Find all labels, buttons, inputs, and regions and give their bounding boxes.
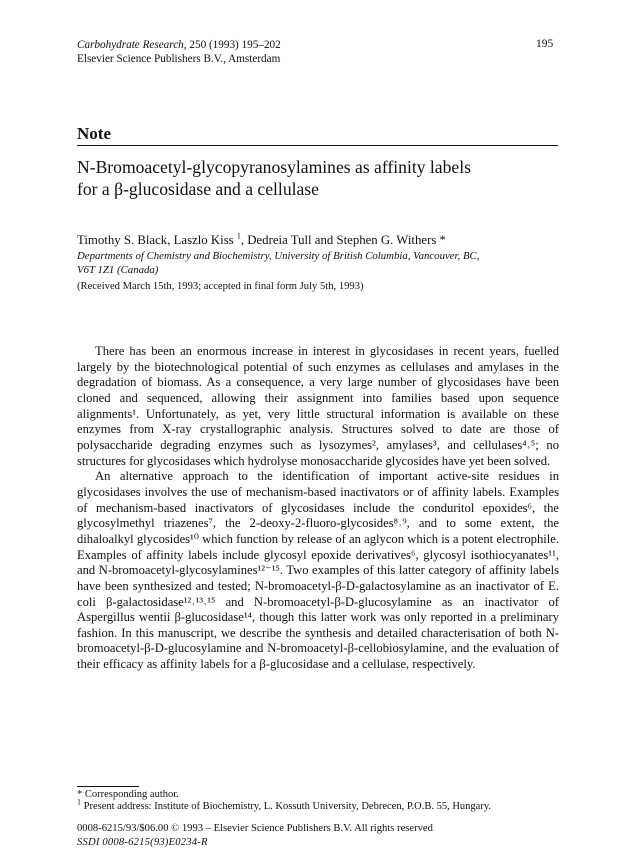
footnote-present-address (77, 797, 559, 813)
received-dates: (Received March 15th, 1993; accepted in final form July 5th, 1993) (77, 281, 364, 292)
article-body (77, 344, 559, 673)
section-label: Note (77, 124, 111, 143)
page-footer (77, 822, 433, 849)
corresponding-mark: * (439, 233, 446, 247)
page-number: 195 (536, 38, 554, 50)
paragraph-2: An alternative approach to the identification of important active-site residues in glycosidases involves the use of mechanism-based inactivators or of affinity labels. Examples of mechanism-based inactivators of glycosidases include the conduritol epoxides⁶, the glycosylmethyl triazenes⁷, the 2-deoxy-2-fluoro-glycosides⁸˒⁹, and to some extent, the dihaloalkyl glycosides¹⁰ which function by release of an aglycon which is a potent electrophile. Examples of affinity labels include glycosyl epoxide derivatives⁶, glycosyl isothiocyanates¹¹, and N-bromoacetyl-glycosylamines¹²⁻¹⁵. Two examples of this latter category of affinity labels have been synthesized and tested; N-bromoacetyl-β-D-galactosylamine as an inactivator of E. coli β-galactosidase¹²˒¹³˒¹⁵ and N-bromoacetyl-β-D-glucosylamine as an inactivator of Aspergillus wentii β-glucosidase¹⁴, though this latter work was only reported in a preliminary fashion. In this manuscript, we describe the synthesis and detailed characterisation of both N-bromoacetyl-β-D-glucosylamine and N-bromoacetyl-β-cellobiosylamine, and the evaluation of their efficacy as affinity labels for a β-glucosidase and a cellulase, respectively. (77, 469, 559, 672)
journal-citation (77, 38, 281, 52)
copyright-line: 0008-6215/93/$06.00 © 1993 – Elsevier Science Publishers B.V. All rights reserved (77, 823, 433, 834)
footnotes (77, 789, 559, 813)
footnote-mark-1: 1 (236, 231, 241, 241)
title-rule (77, 145, 558, 146)
title-line-2: for a β-glucosidase and a cellulase (77, 179, 319, 199)
present-address-text: Present address: Institute of Biochemistry, L. Kossuth University, Debrecen, P.O.B. 55, Hungary. (81, 801, 492, 812)
affiliation (77, 250, 547, 277)
publisher-line: Elsevier Science Publishers B.V., Amsterdam (77, 53, 281, 65)
author-list (77, 233, 446, 248)
footnote-mark: 1 (77, 797, 81, 807)
affiliation-line-2: V6T 1Z1 (Canada) (77, 263, 159, 276)
footnote-corresponding: * Corresponding author. (77, 789, 179, 800)
journal-name: Carbohydrate Research, (77, 39, 187, 51)
authors-part-b: , Dedreia Tull and Stephen G. Withers (240, 233, 440, 247)
journal-volume: 250 (1993) 195–202 (186, 39, 281, 51)
article-title (77, 156, 567, 200)
affiliation-line-1: Departments of Chemistry and Biochemistry, University of British Columbia, Vancouver, BC, (77, 250, 480, 262)
running-header (77, 38, 281, 66)
authors-part-a: Timothy S. Black, Laszlo Kiss (77, 233, 237, 247)
footnote-rule (77, 786, 139, 787)
title-line-1: N-Bromoacetyl-glycopyranosylamines as affinity labels (77, 157, 471, 177)
paragraph-1: There has been an enormous increase in interest in glycosidases in recent years, fuelled largely by the biotechnological potential of such enzymes as cellulases and amylases in the degradation of biomass. As a consequence, a very large number of glycosidases have been cloned and sequenced, allowing their assignment into families based upon sequence alignments¹. Unfortunately, as yet, very little structural information is available on these enzymes from X-ray crystallographic analysis. Structures solved to date are those of polysaccharide degrading enzymes such as lysozymes², amylases³, and cellulases⁴˒⁵; no structures for glycosidases which hydrolyse monosaccharide glycosides have yet been solved. (77, 344, 559, 468)
ssdi-line: SSDI 0008-6215(93)E0234-R (77, 836, 208, 848)
